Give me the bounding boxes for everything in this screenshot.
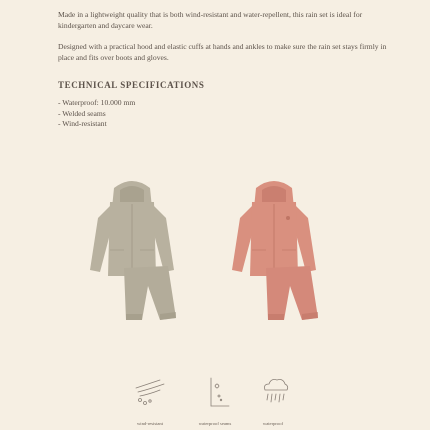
feature-label-wind-resistant: wind-resistant — [136, 421, 164, 426]
spec-item-wind-resistant: - Wind-resistant — [58, 119, 107, 129]
rain-cloud-icon — [245, 374, 305, 410]
product-rain-set-terracotta[interactable] — [228, 178, 320, 328]
wind-icon — [120, 374, 180, 410]
feature-label-waterproof: waterproof — [262, 421, 284, 426]
description-paragraph-1: Made in a lightweight quality that is both wind-resistant and water-repellent, this rain set is ideal for kindergarten and daycare wear. — [58, 10, 363, 30]
feature-label-waterproof-seams: waterproof seams — [198, 421, 232, 426]
spec-item-waterproof: - Waterproof: 10.000 mm — [58, 98, 136, 107]
spec-item-welded-seams: - Welded seams — [58, 108, 106, 118]
specifications-heading: TECHNICAL SPECIFICATIONS — [58, 80, 205, 90]
product-rain-set-sage[interactable] — [86, 178, 178, 328]
description-paragraph-2: Designed with a practical hood and elastic cuffs at hands and ankles to make sure the rain set stays firmly in place and fits over boots and gloves. — [58, 42, 387, 62]
specifications-list — [58, 98, 135, 130]
seams-icon — [185, 374, 245, 410]
